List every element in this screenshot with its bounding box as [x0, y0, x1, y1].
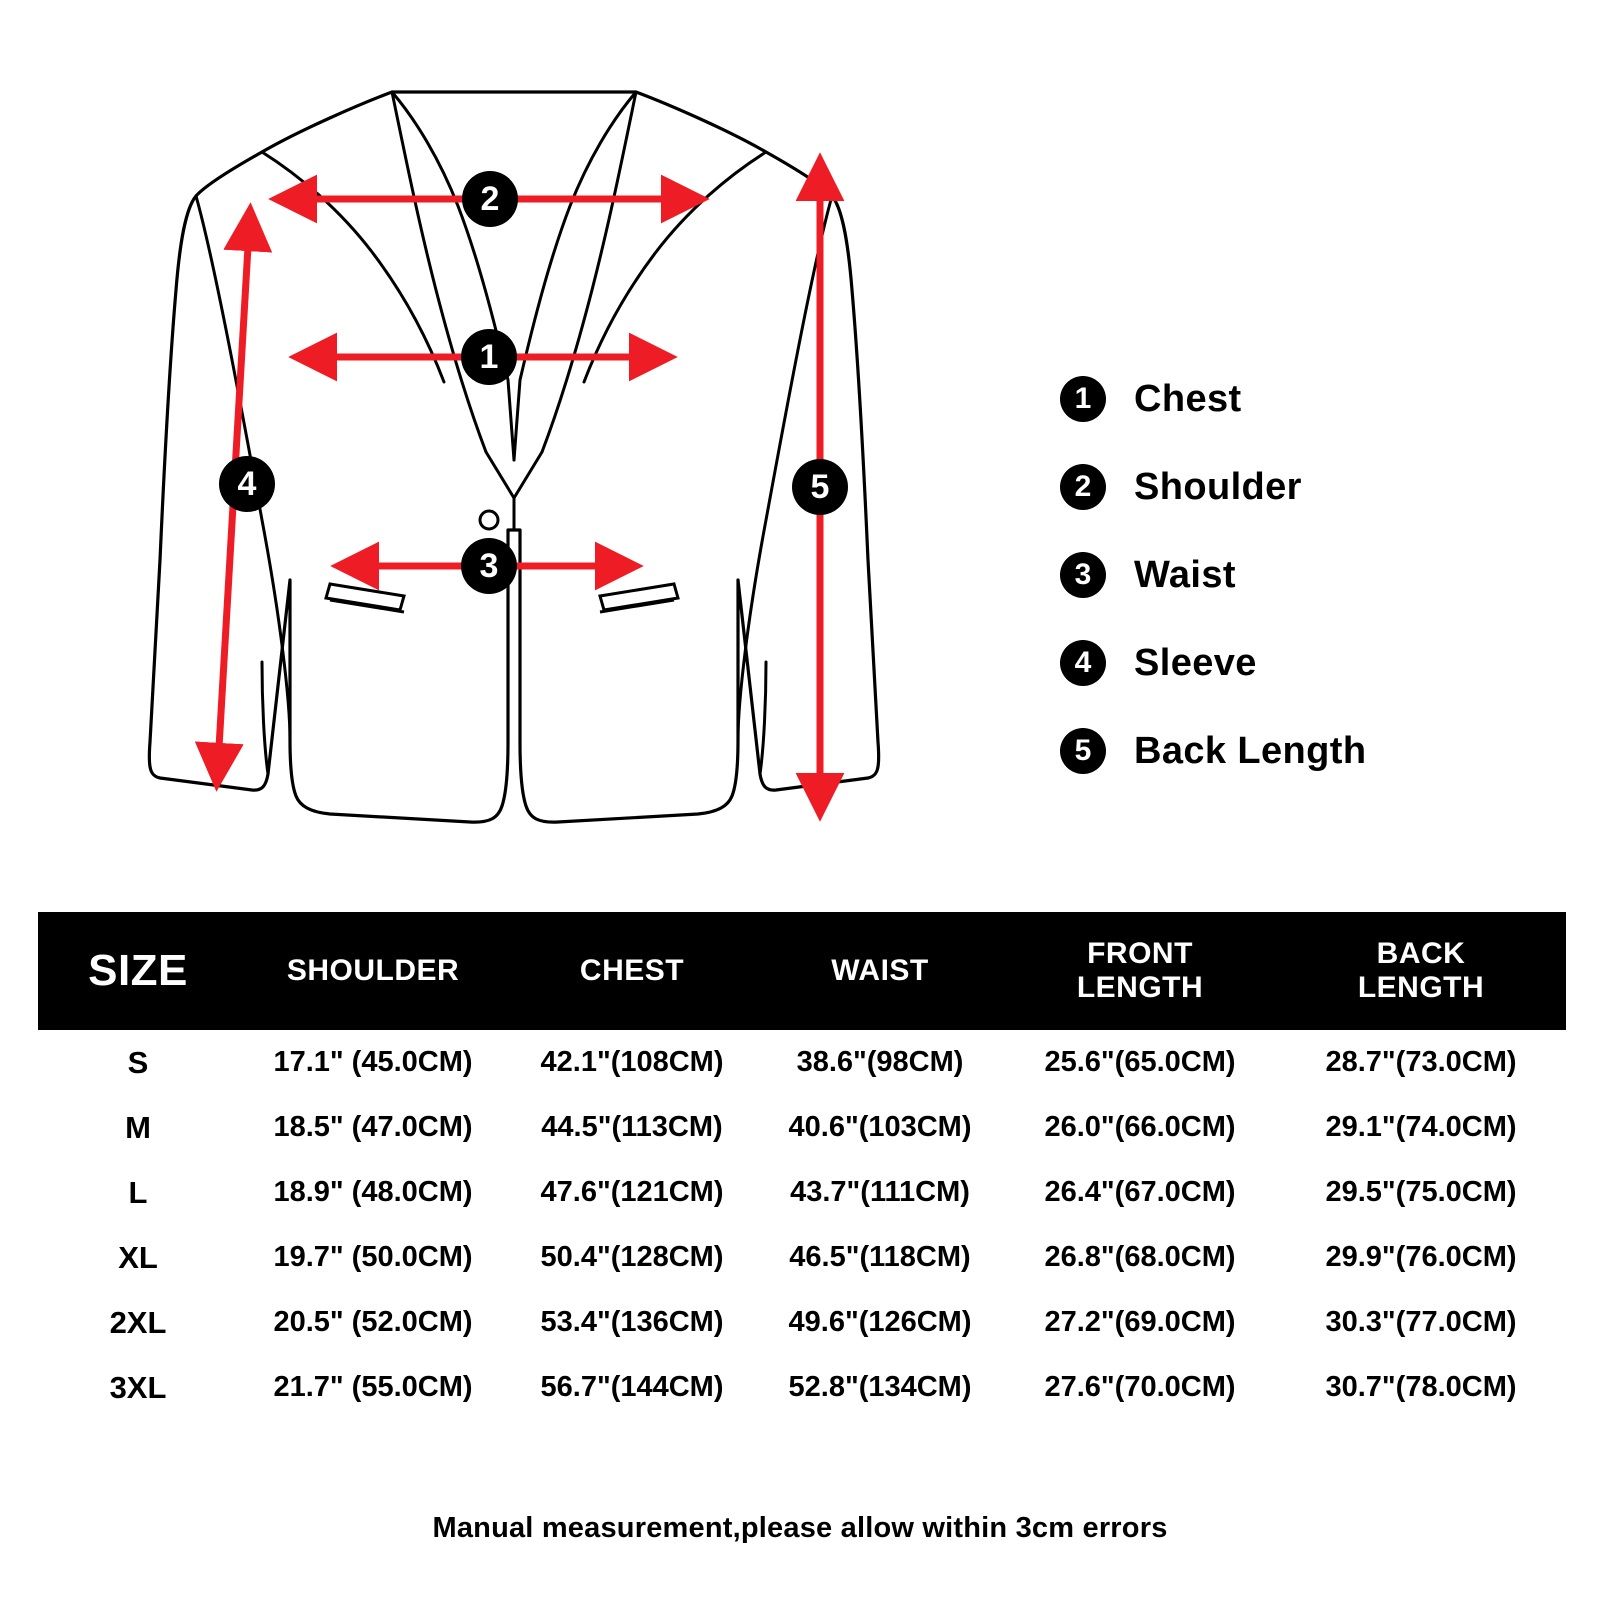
cell-front-length: 27.2"(69.0CM) [1004, 1290, 1276, 1355]
badge-1-icon: 1 [1060, 376, 1106, 422]
badge-4-icon: 4 [1060, 640, 1106, 686]
cell-back-length: 30.7"(78.0CM) [1276, 1355, 1566, 1420]
cell-size: 3XL [38, 1355, 238, 1420]
cell-chest: 44.5"(113CM) [508, 1095, 756, 1160]
header-back-length-line1: BACK [1376, 937, 1466, 971]
table-row [38, 1095, 1566, 1160]
cell-back-length: 29.5"(75.0CM) [1276, 1160, 1566, 1225]
header-shoulder: SHOULDER [238, 912, 508, 1030]
cell-front-length: 25.6"(65.0CM) [1004, 1030, 1276, 1095]
cell-shoulder: 21.7" (55.0CM) [238, 1355, 508, 1420]
cell-shoulder: 18.5" (47.0CM) [238, 1095, 508, 1160]
legend-item-waist [1060, 531, 1580, 619]
legend-item-sleeve [1060, 619, 1580, 707]
svg-text:3: 3 [479, 547, 499, 585]
jacket-button [480, 511, 498, 529]
header-back-length-line2: LENGTH [1357, 971, 1485, 1004]
diagram-badge-5 [792, 459, 848, 515]
badge-3-icon: 3 [1060, 552, 1106, 598]
header-chest: CHEST [508, 912, 756, 1030]
cell-waist: 49.6"(126CM) [756, 1290, 1004, 1355]
diagram-badge-1 [461, 329, 517, 385]
header-front-length [1004, 912, 1276, 1030]
measurement-disclaimer: Manual measurement,please allow within 3cm errors [432, 1512, 1168, 1544]
cell-back-length: 29.9"(76.0CM) [1276, 1225, 1566, 1290]
cell-size: L [38, 1160, 238, 1225]
cell-back-length: 29.1"(74.0CM) [1276, 1095, 1566, 1160]
header-size: SIZE [38, 912, 238, 1030]
table-row [38, 1290, 1566, 1355]
diagram-badge-2 [462, 171, 518, 227]
table-row [38, 1160, 1566, 1225]
measurement-legend [1060, 355, 1580, 795]
cell-waist: 43.7"(111CM) [756, 1160, 1004, 1225]
cell-chest: 56.7"(144CM) [508, 1355, 756, 1420]
diagram-badge-3 [461, 538, 517, 594]
header-front-length-line1: FRONT [1087, 937, 1193, 971]
size-table-body [38, 1030, 1566, 1420]
svg-text:4: 4 [237, 465, 257, 503]
cell-front-length: 26.0"(66.0CM) [1004, 1095, 1276, 1160]
cell-shoulder: 19.7" (50.0CM) [238, 1225, 508, 1290]
badge-2-icon: 2 [1060, 464, 1106, 510]
legend-item-shoulder [1060, 443, 1580, 531]
cell-chest: 47.6"(121CM) [508, 1160, 756, 1225]
legend-item-back-length [1060, 707, 1580, 795]
svg-text:1: 1 [479, 338, 499, 376]
cell-chest: 42.1"(108CM) [508, 1030, 756, 1095]
diagram-badge-4 [219, 456, 275, 512]
cell-chest: 50.4"(128CM) [508, 1225, 756, 1290]
cell-waist: 46.5"(118CM) [756, 1225, 1004, 1290]
table-row [38, 1030, 1566, 1095]
badge-5-icon: 5 [1060, 728, 1106, 774]
header-waist: WAIST [756, 912, 1004, 1030]
cell-back-length: 28.7"(73.0CM) [1276, 1030, 1566, 1095]
cell-shoulder: 18.9" (48.0CM) [238, 1160, 508, 1225]
cell-waist: 38.6"(98CM) [756, 1030, 1004, 1095]
cell-back-length: 30.3"(77.0CM) [1276, 1290, 1566, 1355]
cell-waist: 40.6"(103CM) [756, 1095, 1004, 1160]
table-row [38, 1355, 1566, 1420]
blazer-measurement-diagram [0, 0, 1050, 880]
svg-text:2: 2 [480, 180, 500, 218]
cell-front-length: 26.4"(67.0CM) [1004, 1160, 1276, 1225]
table-row [38, 1225, 1566, 1290]
cell-chest: 53.4"(136CM) [508, 1290, 756, 1355]
header-front-length-line2: LENGTH [1076, 971, 1204, 1004]
legend-label-waist: Waist [1134, 553, 1236, 596]
table-header-row [38, 912, 1566, 1030]
size-table-header [38, 912, 1566, 1030]
legend-label-chest: Chest [1134, 377, 1242, 420]
cell-size: XL [38, 1225, 238, 1290]
legend-label-back-length: Back Length [1134, 729, 1367, 772]
header-back-length [1276, 912, 1566, 1030]
legend-item-chest [1060, 355, 1580, 443]
cell-front-length: 26.8"(68.0CM) [1004, 1225, 1276, 1290]
cell-front-length: 27.6"(70.0CM) [1004, 1355, 1276, 1420]
cell-waist: 52.8"(134CM) [756, 1355, 1004, 1420]
svg-text:5: 5 [810, 468, 830, 506]
cell-size: S [38, 1030, 238, 1095]
legend-label-sleeve: Sleeve [1134, 641, 1257, 684]
cell-shoulder: 20.5" (52.0CM) [238, 1290, 508, 1355]
legend-label-shoulder: Shoulder [1134, 465, 1302, 508]
cell-size: 2XL [38, 1290, 238, 1355]
cell-size: M [38, 1095, 238, 1160]
size-table [38, 912, 1566, 1420]
cell-shoulder: 17.1" (45.0CM) [238, 1030, 508, 1095]
